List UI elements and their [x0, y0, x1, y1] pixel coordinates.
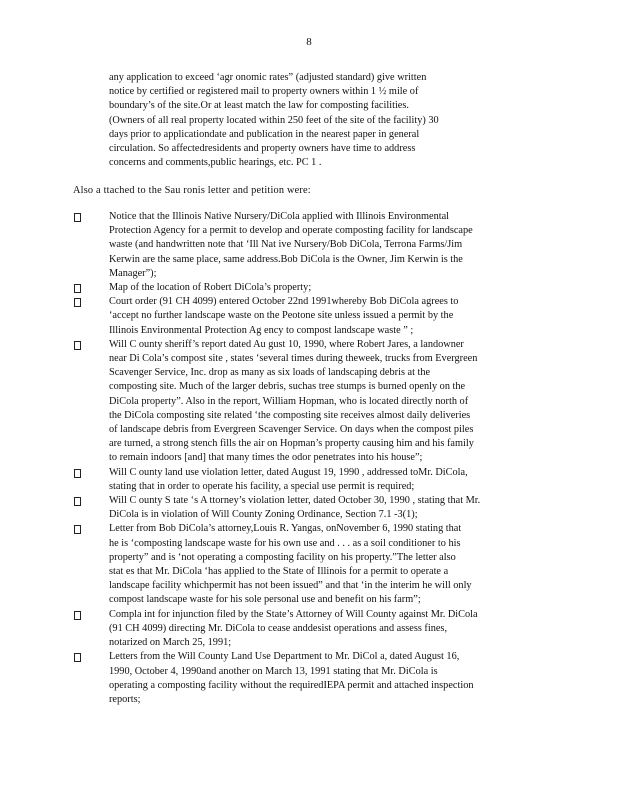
text-line: Protection Agency for a permit to develop and operate composting facility for landscape — [109, 225, 473, 237]
text-line: compost landscape waste for his sole personal use and benefit on his farm”; — [109, 594, 421, 606]
text-line: ‘accept no further landscape waste on the Peotone site unless issued a permit by the — [109, 310, 454, 322]
attachment-item — [0, 494, 618, 522]
text-line: Manager”); — [109, 267, 157, 279]
bullet-box-icon — [74, 338, 82, 348]
attachment-text — [109, 494, 531, 522]
text-line: any application to exceed ‘agr onomic rates” (adjusted standard) give written — [109, 72, 427, 83]
attachment-item — [0, 650, 618, 707]
attachment-item — [0, 608, 618, 651]
text-line: (Owners of all real property located within 250 feet of the site of the facility) 30 — [109, 114, 439, 126]
attachment-item — [0, 466, 618, 494]
text-line: 1990, October 4, 1990and another on March 13, 1991 stating that Mr. DiCola is — [109, 665, 438, 677]
attachment-text — [109, 522, 531, 607]
text-line: stating that in order to operate his facility, a special use permit is required; — [109, 480, 415, 492]
attachment-text — [109, 338, 531, 466]
attachment-text — [109, 466, 531, 494]
bullet-box-icon — [74, 608, 82, 618]
text-line: days prior to applicationdate and publication in the nearest paper in general — [109, 128, 420, 140]
text-line: Notice that the Illinois Native Nursery/DiCola applied with Illinois Environmental — [109, 211, 450, 222]
text-line: property” and is ‘not operating a composting facility on his property.”The letter also — [109, 551, 456, 563]
bullet-box-icon — [74, 466, 82, 476]
page-number: 8 — [306, 36, 312, 48]
intro-paragraph — [109, 71, 481, 170]
text-line: Letter from Bob DiCola’s attorney,Louis R. Yangas, onNovember 6, 1990 stating that — [109, 523, 462, 535]
text-line: to remain indoors [and] that many times the odor penetrates into his house”; — [109, 452, 423, 464]
text-line: the DiCola composting site related ‘the composting site receives almost daily deliveries — [109, 409, 471, 421]
text-line: operating a composting facility without the requiredIEPA permit and attached inspection — [109, 679, 474, 691]
text-line: landscape facility whichpermit has not been issued” and that ‘in the interim he will only — [109, 580, 472, 592]
bullet-box-icon — [74, 210, 82, 220]
text-line: composting site. Much of the larger debris, suchas tree stumps is burned openly on the — [109, 381, 466, 393]
text-line: he is ‘composting landscape waste for his own use and . . . as a soil conditioner to his — [109, 537, 461, 549]
text-line: notice by certified or registered mail to property owners within 1 ½ mile of — [109, 86, 419, 98]
attachment-item — [0, 281, 618, 295]
attachment-text — [109, 210, 531, 281]
attachment-text — [109, 295, 531, 338]
text-line: (91 CH 4099) directing Mr. DiCola to cease anddesist operations and assess fines, — [109, 622, 448, 634]
attachment-item — [0, 295, 618, 338]
text-line: notarized on March 25, 1991; — [109, 637, 232, 649]
text-line: Will C ounty sheriff’s report dated Au gust 10, 1990, where Robert Jares, a landowner — [109, 338, 464, 350]
text-line: Letters from the Will County Land Use Department to Mr. DiCol a, dated August 16, — [109, 651, 460, 663]
text-line: reports; — [109, 693, 141, 705]
attached-heading: Also a ttached to the Sau ronis letter and petition were: — [73, 185, 311, 196]
text-line: Map of the location of Robert DiCola’s property; — [109, 282, 312, 294]
text-line: circulation. So affectedresidents and property owners have time to address — [109, 143, 416, 155]
text-line: Will C ounty land use violation letter, dated August 19, 1990 , addressed toMr. DiCola, — [109, 466, 468, 478]
text-line: of landscape debris from Evergreen Scavenger Service. On days when the compost piles — [109, 424, 474, 436]
attachment-item — [0, 210, 618, 281]
text-line: Will C ounty S tate ‘s A ttorney’s violation letter, dated October 30, 1990 , stating that Mr. — [109, 495, 481, 507]
text-line: near Di Cola’s compost site , states ‘several times during theweek, trucks from Evergreen — [109, 353, 478, 365]
text-line: DiCola is in violation of Will County Zoning Ordinance, Section 7.1 -3(1); — [109, 509, 418, 521]
text-line: Scavenger Service, Inc. drop as many as six loads of landscaping debris at the — [109, 367, 431, 379]
attachment-item — [0, 522, 618, 607]
attachment-text — [109, 281, 531, 295]
bullet-box-icon — [74, 494, 82, 504]
text-line: are turned, a strong stench fills the air on Hopman’s property causing him and his family — [109, 438, 474, 450]
text-line: boundary’s of the site.Or at least match the law for composting facilities. — [109, 100, 409, 112]
text-line: Court order (91 CH 4099) entered October 22nd 1991whereby Bob DiCola agrees to — [109, 296, 459, 308]
bullet-box-icon — [74, 522, 82, 532]
text-line: Kerwin are the same place, same address.Bob DiCola is the Owner, Jim Kerwin is the — [109, 253, 463, 265]
bullet-box-icon — [74, 295, 82, 305]
text-line: waste (and handwritten note that ‘Ill Nat ive Nursery/Bob DiCola, Terrona Farms/Jim — [109, 239, 463, 251]
attachment-text — [109, 650, 531, 707]
text-line: Compla int for injunction filed by the State’s Attorney of Will County against Mr. DiCola — [109, 608, 478, 620]
attachment-item — [0, 338, 618, 466]
attachment-text — [109, 608, 531, 651]
bullet-box-icon — [74, 281, 82, 291]
text-line: Illinois Environmental Protection Ag ency to compost landscape waste ” ; — [109, 324, 414, 336]
text-line: stat es that Mr. DiCola ‘has applied to the State of Illinois for a permit to operate a — [109, 566, 449, 578]
text-line: concerns and comments,public hearings, etc. PC 1 . — [109, 157, 322, 169]
attachment-list — [0, 210, 618, 707]
text-line: DiCola property”. Also in the report, William Hopman, who is located directly north of — [109, 395, 469, 407]
bullet-box-icon — [74, 650, 82, 660]
